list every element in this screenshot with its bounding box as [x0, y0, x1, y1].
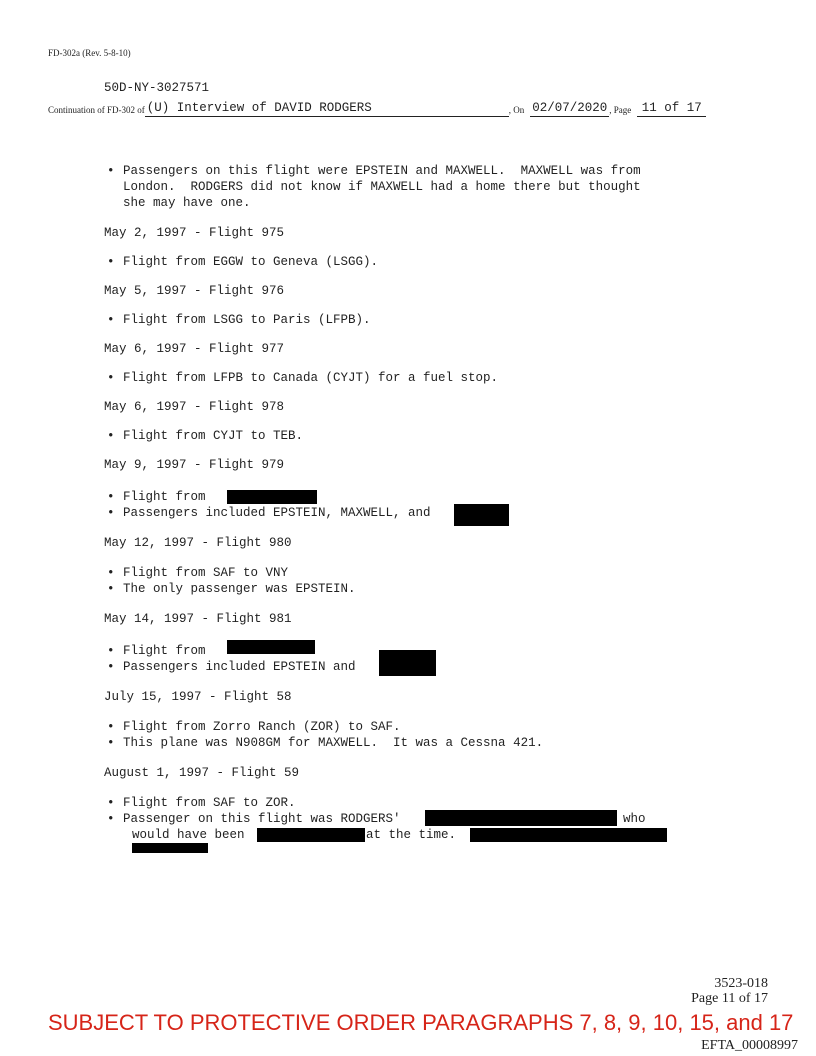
- bullet-line: • Passengers on this flight were EPSTEIN and MAXWELL. MAXWELL was from: [123, 163, 641, 179]
- bullet-line-continued: who: [623, 812, 646, 826]
- bullet-line: • Flight from CYJT to TEB.: [123, 428, 303, 444]
- flight-heading: May 9, 1997 - Flight 979: [104, 458, 285, 472]
- page-label: , Page: [609, 105, 632, 115]
- redaction-box: [257, 828, 365, 842]
- redaction-box: [132, 843, 208, 853]
- flight-heading: May 6, 1997 - Flight 977: [104, 342, 285, 356]
- flight-heading: May 6, 1997 - Flight 978: [104, 400, 285, 414]
- bates-code: 3523-018: [714, 976, 768, 991]
- flight-heading: May 12, 1997 - Flight 980: [104, 536, 292, 550]
- redaction-box: [227, 640, 315, 654]
- redaction-box: [470, 828, 667, 842]
- bullet-line-continued: she may have one.: [123, 196, 251, 210]
- bullet-line: • Passengers included EPSTEIN and: [123, 659, 356, 675]
- redaction-box: [454, 504, 509, 526]
- interview-date: 02/07/2020: [532, 101, 608, 115]
- case-number: 50D-NY-3027571: [104, 81, 210, 95]
- bullet-line-continued: London. RODGERS did not know if MAXWELL had a home there but thought: [123, 180, 641, 194]
- flight-heading: May 14, 1997 - Flight 981: [104, 612, 292, 626]
- bullet-line: • Passengers included EPSTEIN, MAXWELL, and: [123, 505, 431, 521]
- bullet-line: • Flight from SAF to VNY: [123, 565, 288, 581]
- flight-heading: August 1, 1997 - Flight 59: [104, 766, 300, 780]
- bates-page: Page 11 of 17: [691, 991, 768, 1006]
- bullet-line: • The only passenger was EPSTEIN.: [123, 581, 356, 597]
- bates-stamp: [691, 976, 768, 1006]
- bullet-line: • Flight from: [123, 489, 206, 505]
- on-label: , On: [508, 105, 525, 115]
- form-id: FD-302a (Rev. 5-8-10): [48, 48, 131, 58]
- bullet-line: • Flight from LFPB to Canada (CYJT) for a fuel stop.: [123, 370, 498, 386]
- bullet-line: • Passenger on this flight was RODGERS': [123, 811, 401, 827]
- flight-heading: July 15, 1997 - Flight 58: [104, 690, 292, 704]
- interview-subject: (U) Interview of DAVID RODGERS: [145, 101, 509, 117]
- redaction-box: [227, 490, 317, 504]
- protective-order-notice: SUBJECT TO PROTECTIVE ORDER PARAGRAPHS 7, 8, 9, 10, 15, and 17: [48, 1010, 794, 1035]
- page-number: 11 of 17: [637, 101, 706, 117]
- bullet-line: • Flight from LSGG to Paris (LFPB).: [123, 312, 371, 328]
- efta-id: EFTA_00008997: [701, 1038, 798, 1053]
- flight-heading: May 2, 1997 - Flight 975: [104, 226, 285, 240]
- bullet-line-continued: would have been: [132, 828, 245, 842]
- continuation-label: Continuation of FD-302 of: [48, 105, 145, 115]
- redaction-box: [425, 810, 617, 826]
- bullet-line: • This plane was N908GM for MAXWELL. It was a Cessna 421.: [123, 735, 543, 751]
- bullet-line: • Flight from SAF to ZOR.: [123, 795, 296, 811]
- flight-heading: May 5, 1997 - Flight 976: [104, 284, 285, 298]
- redaction-box: [379, 650, 436, 676]
- bullet-line-continued: at the time.: [366, 828, 457, 842]
- continuation-line: [48, 101, 706, 117]
- bullet-line: • Flight from: [123, 643, 206, 659]
- bullet-line: • Flight from Zorro Ranch (ZOR) to SAF.: [123, 719, 401, 735]
- bullet-line: • Flight from EGGW to Geneva (LSGG).: [123, 254, 378, 270]
